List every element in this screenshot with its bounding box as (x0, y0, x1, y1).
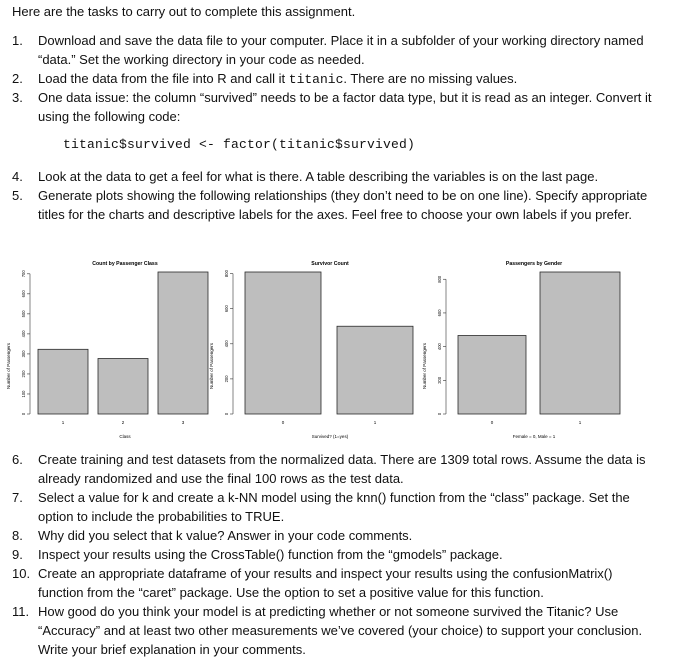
task-item-7 (0, 488, 673, 526)
task-item-9 (0, 545, 673, 564)
task-number: 3. (12, 90, 23, 105)
task-text: Download and save the data file to your computer. Place it in a subfolder of your working directory named “data.” Set the working directory in your code as needed. (38, 33, 644, 67)
task-item-11 (0, 602, 673, 659)
task-item-4 (0, 167, 673, 186)
x-tick-label: 2 (121, 420, 125, 425)
task-text: Inspect your results using the CrossTable() function from the “gmodels” package. (38, 547, 503, 562)
y-tick-label: 500 (21, 310, 26, 318)
task-number: 5. (12, 188, 23, 203)
y-tick-label: 400 (224, 340, 229, 348)
task-text: Why did you select that k value? Answer in your code comments. (38, 528, 413, 543)
task-item-10 (0, 564, 673, 602)
task-item-8 (0, 526, 673, 545)
y-axis (437, 275, 446, 415)
bar-0 (245, 272, 321, 414)
x-tick-label: 0 (490, 420, 494, 425)
chart-survivor-count (209, 261, 413, 439)
chart-passenger-class (6, 261, 208, 439)
task-item-2 (0, 69, 673, 88)
y-tick-label: 600 (21, 290, 26, 298)
x-axis-label: Survived? (1=yes) (311, 434, 349, 439)
y-tick-label: 100 (21, 390, 26, 398)
y-tick-label: 400 (21, 330, 26, 338)
task-item-6 (0, 450, 673, 486)
task-text: How good do you think your model is at predicting whether or not someone survived the Titanic? Use “Accuracy” and at least two other measurements we’ve covered (your choice) to support your conclusion. Write your brief explanation in your comments. (38, 604, 643, 657)
task-text: One data issue: the column “survived” needs to be a factor data type, but it is read as an integer. Convert it using the following code: (38, 90, 652, 124)
bar-1 (337, 326, 413, 414)
x-tick-label: 1 (578, 420, 582, 425)
x-tick-labels (282, 420, 377, 425)
intro-text: Here are the tasks to carry out to complete this assignment. (12, 4, 356, 19)
bars (458, 272, 620, 414)
y-tick-label: 600 (437, 309, 442, 317)
task-list-part-2 (0, 167, 673, 243)
x-tick-label: 3 (181, 420, 185, 425)
task-text: Create training and test datasets from the normalized data. There are 1309 total rows. Assume the data is already randomized and use the final 100 rows as the test data. (38, 452, 646, 486)
y-tick-label: 600 (224, 305, 229, 313)
task-number: 9. (12, 547, 23, 562)
y-tick-label: 800 (437, 275, 442, 283)
y-axis (21, 270, 30, 416)
task-text: Generate plots showing the following relationships (they don’t need to be on one line). Specify appropriate titles for the charts and descriptive labels for the axes. Feel free to choose your own labels if you prefer. (38, 188, 648, 222)
bars (245, 272, 413, 414)
y-axis (224, 269, 233, 415)
task-number: 2. (12, 71, 23, 86)
inline-code: titanic (288, 72, 344, 87)
x-axis-label: Female = 0, Male = 1 (512, 434, 556, 439)
x-tick-label: 1 (373, 420, 377, 425)
y-axis-label: Number of Passengers (209, 342, 214, 390)
task-item-3 (0, 88, 673, 126)
task-text: Look at the data to get a feel for what is there. A table describing the variables is on the last page. (38, 169, 599, 184)
y-axis-label: Number of Passengers (422, 342, 427, 390)
task-text: Select a value for k and create a k-NN model using the knn() function from the “class” package. Set the option to include the probabilities to TRUE. (38, 490, 630, 524)
y-tick-label: 200 (21, 370, 26, 378)
task-text: Load the data from the file into R and call it (38, 71, 289, 86)
y-tick-label: 0 (224, 412, 229, 416)
y-tick-label: 0 (21, 412, 26, 416)
y-tick-label: 200 (437, 376, 442, 384)
task-number: 8. (12, 528, 23, 543)
task-item-5 (0, 186, 673, 243)
task-number: 7. (12, 490, 23, 505)
x-tick-labels (491, 420, 582, 425)
task-number: 1. (12, 33, 23, 48)
task-list-part-1 (0, 31, 673, 126)
task-item-1 (0, 31, 673, 69)
task-text: . There are no missing values. (343, 71, 518, 86)
bar-0 (458, 336, 526, 414)
x-tick-label: 1 (61, 420, 65, 425)
x-tick-label: 0 (281, 420, 285, 425)
charts-figure (0, 251, 673, 446)
y-tick-label: 800 (224, 270, 229, 278)
chart-title: Survivor Count (311, 261, 349, 267)
chart-title: Count by Passenger Class (92, 261, 158, 267)
bar-1 (540, 272, 620, 414)
task-list-part-3 (0, 450, 673, 659)
y-tick-label: 300 (21, 350, 26, 358)
bar-3 (158, 272, 208, 414)
task-text: Create an appropriate dataframe of your results and inspect your results using the confusionMatrix() function from the “caret” package. Use the option to set a positive value for this function. (38, 566, 613, 600)
y-tick-label: 200 (224, 375, 229, 383)
y-tick-label: 400 (437, 343, 442, 351)
chart-title: Passengers by Gender (505, 261, 563, 267)
bar-2 (98, 359, 148, 414)
task-number: 10. (12, 566, 31, 581)
task-number: 11. (12, 604, 30, 619)
y-tick-label: 0 (437, 412, 442, 416)
bar-1 (38, 349, 88, 414)
bars (38, 272, 208, 414)
x-tick-labels (62, 420, 185, 425)
task-number: 6. (12, 452, 23, 467)
code-snippet: titanic$survived <- factor(titanic$survived) (63, 137, 416, 152)
y-axis-label: Number of Passengers (6, 342, 11, 390)
x-axis-label: Class (119, 434, 131, 439)
y-tick-label: 700 (21, 270, 26, 278)
chart-gender (422, 261, 620, 439)
task-number: 4. (12, 169, 23, 184)
